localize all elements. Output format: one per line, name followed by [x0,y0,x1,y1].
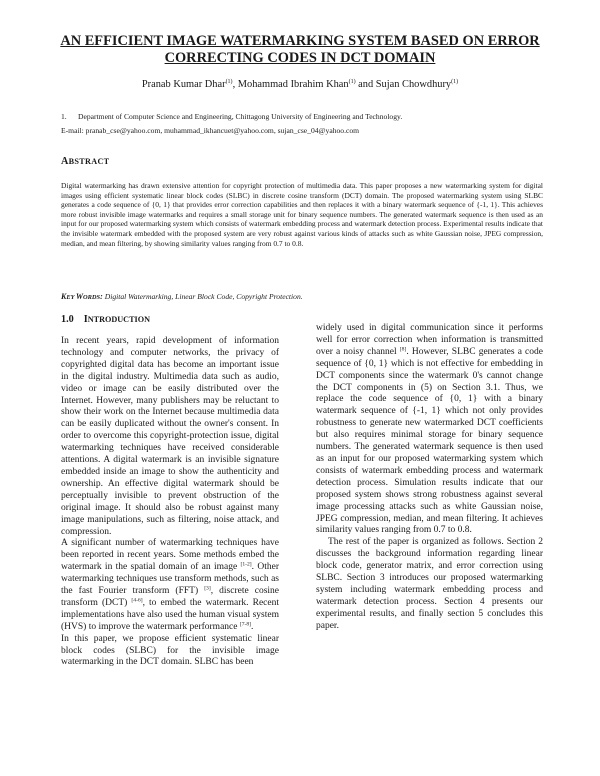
keywords-label [61,292,105,301]
paragraph-text: widely used in digital communication since it performs well for error correction when information is transmitted over a noisy channel [316,323,543,357]
title-line-1: AN EFFICIENT IMAGE WATERMARKING SYSTEM BASED ON ERROR [60,33,540,49]
author-name: Sujan Chowdhury [375,79,452,90]
paper-title [40,33,560,67]
keywords-label-w: W [75,292,83,301]
section-title-rest: NTRODUCTION [87,315,151,324]
citation: [1-2] [240,561,252,568]
abstract-text: Digital watermarking has drawn extensive attention for copyright protection of multimedia data. This paper proposes a new watermarking system for digital images using efficient systematic linear block codes (SLBC) in discrete cosine transform (DCT) domain. The proposed watermarking system using SLBC generates a code sequence of {0, 1} that provides error correction capabilities and then replaces it with a binary watermark sequence of {-1, 1}. This achieves more robust invisible image watermarks and requires a small storage unit for binary sequence numbers. The generated watermark sequence is then used as an input for our proposed watermarking system which consists of watermark embedding process and watermark detection process. Experimental results indicate that the invisible watermark embedded with the proposed system are very robust against various kinds of attacks such as white Gaussian noise, JPEG compression, median, and mean filtering, by showing similarity values ranging from 0.7 to 0.8. [61,181,543,248]
abstract-heading [61,156,109,167]
paragraph: In recent years, rapid development of information technology and computer networks, the privacy of copyrighted digital data has become an important issue in the digital industry. Multimedia data such as audio, video or image can be easily distributed over the Internet. However, many publishers may be reluctant to show their work on the Internet because multimedia data can be easily duplicated without the owner's consent. In order to overcome this copyright-protection issue, digital watermarking techniques have received considerable attentions. A digital watermark is an invisible signature embedded inside an image to show the authenticity and ownership. An effective digital watermark should be perceptually invisible to prevent obstruction of the original image. It should also be robust against many image manipulations, such as filtering, noise attack, and compression. [61,336,279,537]
section-heading-introduction [61,314,150,325]
keywords-label-k: K [61,292,67,301]
paragraph-text: . Other watermarking techniques use transform methods, such as the fast Fourier transform (FFT) [61,562,279,597]
paragraph-text: , discrete cosine transform (DCT) [61,586,280,608]
author-affiliation-mark: (1) [451,79,459,85]
paragraph: The rest of the paper is organized as follows. Section 2 discusses the background information regarding linear block code, generator matrix, and error correction using SLBC. Section 3 introduces our proposed watermarking system including watermark embedding process and watermark detection process. Section 4 presents our experimental results, and finally section 5 concludes this paper. [316,537,543,631]
paragraph-text: . However, SLBC generates a code sequence of {0, 1} which is not effective for embedding in DCT components since the watermark 0's cannot change the DCT components in (5) on Section 3.1. Thus, we replace the code sequence of {0, 1} with a binary watermark sequence of {-1, 1} which not only provides robustness to generate new watermarked DCT coefficients but also requires minimal storage for binary sequence numbers. The generated watermark sequence is then used as an input for our proposed watermarking system which consists of watermark embedding process and watermark detection process. Simulation results indicate that our proposed system shows strong robustness against several image processing attacks such as white Gaussian noise, JPEG compression, median, and mean filtering. It achieves similarity values ranging from 0.7 to 0.8. [316,346,543,536]
body-column-left [61,336,279,669]
keywords [61,292,543,301]
keywords-label-colon: : [100,292,105,301]
keywords-text: Digital Watermarking, Linear Block Code, Copyright Protection. [104,292,303,301]
paragraph: In this paper, we propose efficient systematic linear block codes (SLBC) for the invisible image watermarking in the DCT domain. SLBC has been [61,633,279,668]
author-emails: E-mail: pranab_cse@yahoo.com, muhammad_ikhancuet@yahoo.com, sujan_cse_04@yahoo.com [61,126,360,135]
author-affiliation-mark: (1) [348,79,356,85]
author-list [40,79,560,90]
affiliation [61,112,402,121]
body-column-right [316,323,543,633]
citation: [3] [204,585,211,592]
paragraph-text: , to embed the watermark. Recent implementations have also used the human visual system (HVS) to improve the watermark performance [61,597,279,632]
affiliation-number: 1. [61,112,67,121]
paragraph [316,323,543,537]
citation: [7-8] [239,621,252,628]
paragraph-text: . [251,621,254,632]
abstract-heading-initial: A [61,156,69,167]
keywords-label-ey: EY [66,294,76,301]
abstract-heading-rest: BSTRACT [68,157,110,166]
section-number: 1.0 [61,314,74,325]
author-affiliation-mark: (1) [225,79,233,85]
title-line-2: CORRECTING CODES IN DCT DOMAIN [164,50,436,66]
author-name: Mohammad Ibrahim Khan [237,79,349,90]
author-name: Pranab Kumar Dhar [141,79,226,90]
citation: [8] [399,346,407,353]
affiliation-text: Department of Computer Science and Engineering, Chittagong University of Engineering and Technology. [78,112,403,121]
author-separator: , [232,79,238,90]
paragraph [61,538,279,633]
section-title-initial: I [83,314,88,325]
paragraph-text: A significant number of watermarking techniques have been reported in recent years. Some methods embed the watermark in the spatial domain of an image [61,538,279,573]
citation: [4-6] [131,597,143,604]
author-conjunction: and [355,79,376,90]
keywords-label-ords: ORDS [83,294,101,301]
